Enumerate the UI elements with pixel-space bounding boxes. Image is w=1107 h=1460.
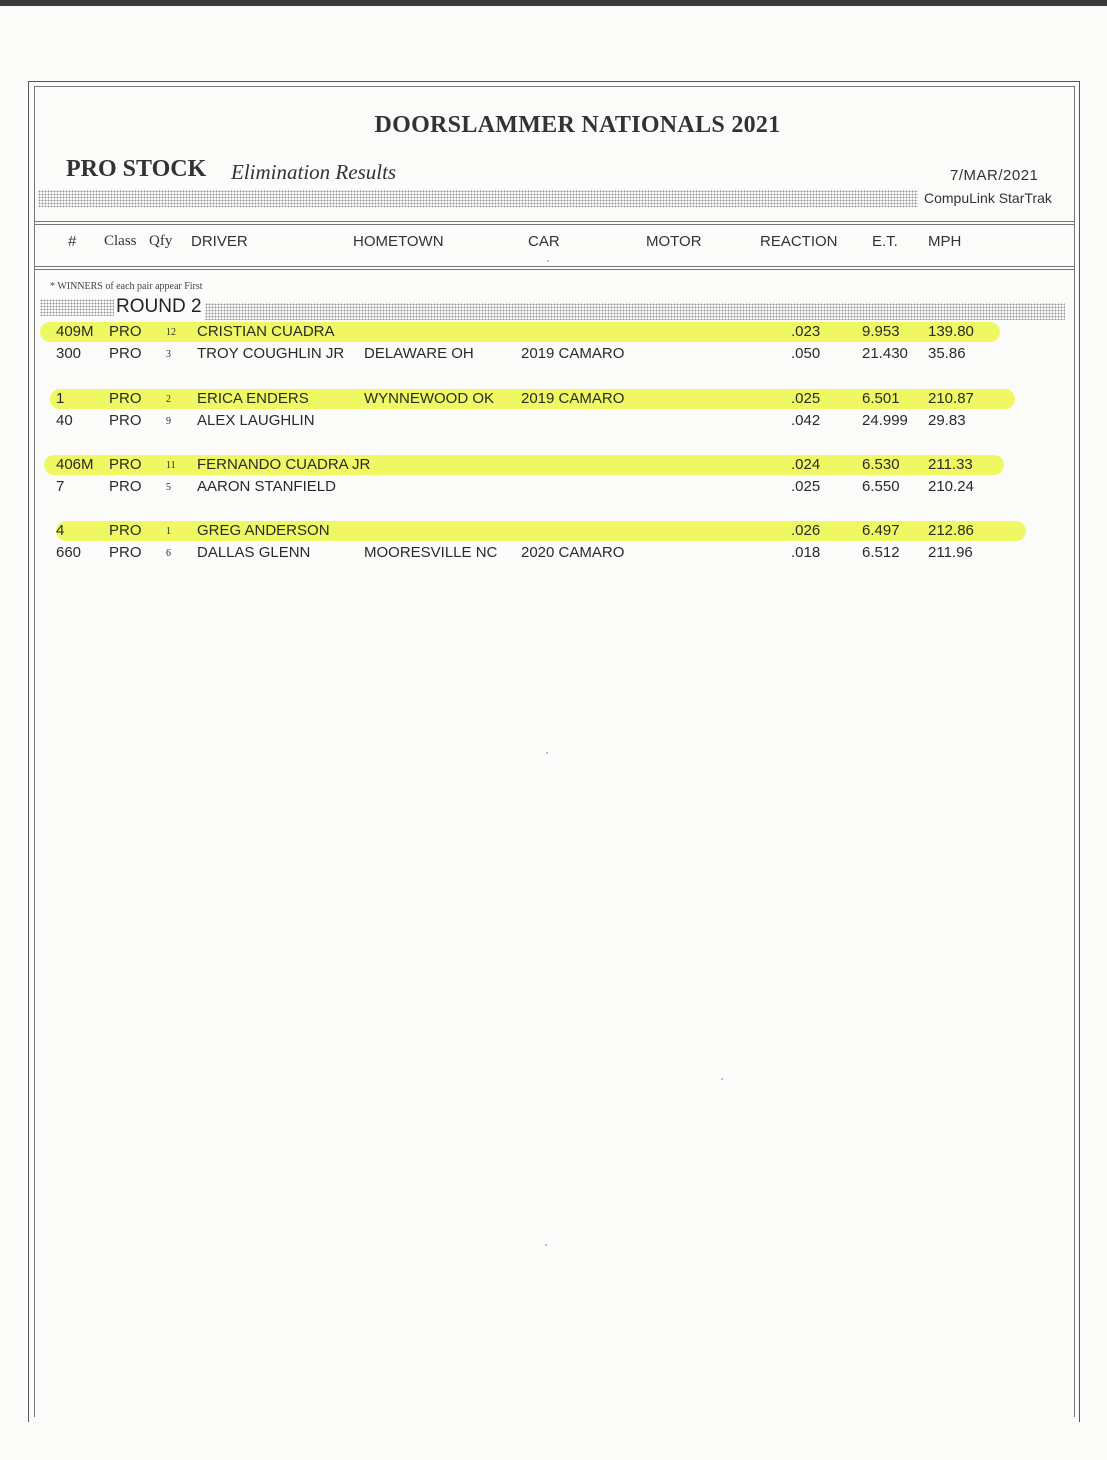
report-subtitle: Elimination Results [231,160,397,184]
row-driver: FERNANDO CUADRA JR [197,456,371,473]
row-reaction: .024 [791,456,821,473]
event-title: DOORSLAMMER NATIONALS 2021 [374,112,781,138]
row-mph: 210.87 [928,390,974,407]
row-car: 2019 CAMARO [521,345,625,362]
row-driver: AARON STANFIELD [197,478,336,495]
header-rule-bottom [34,266,1075,267]
top-edge-bar [0,0,1107,6]
row-hometown: WYNNEWOOD OK [364,390,494,407]
row-class: PRO [109,522,142,539]
paper-speck [547,260,549,262]
row-reaction: .018 [791,544,821,561]
row-qualifying: 1 [166,526,171,537]
row-qualifying: 5 [166,482,171,493]
table-row [0,345,1107,365]
col-header-et: E.T. [872,233,898,250]
row-car: 2019 CAMARO [521,390,625,407]
header-rule-bottom-double [34,269,1075,270]
row-driver: TROY COUGHLIN JR [197,345,345,362]
row-reaction: .042 [791,412,821,429]
row-number: 409M [56,323,94,340]
col-header-class: Class [104,233,137,249]
row-qualifying: 12 [166,327,176,338]
row-et: 6.501 [862,390,900,407]
row-class: PRO [109,390,142,407]
row-driver: DALLAS GLENN [197,544,311,561]
row-et: 6.530 [862,456,900,473]
report-date: 7/MAR/2021 [950,167,1039,184]
row-number: 40 [56,412,73,429]
col-header-driver: DRIVER [191,233,248,250]
dotted-band [38,190,918,207]
table-row [0,544,1107,564]
row-class: PRO [109,412,142,429]
col-header-num: # [68,233,77,250]
table-row [0,390,1107,410]
row-number: 300 [56,345,82,362]
row-number: 660 [56,544,82,561]
col-header-hometown: HOMETOWN [353,233,444,250]
row-driver: CRISTIAN CUADRA [197,323,335,340]
row-reaction: .026 [791,522,821,539]
row-mph: 211.33 [928,456,973,473]
row-qualifying: 9 [166,416,171,427]
header-rule-top-double [34,224,1075,225]
row-et: 6.512 [862,544,900,561]
table-row [0,522,1107,542]
row-mph: 29.83 [928,412,966,429]
class-name: PRO STOCK [66,156,207,182]
row-mph: 212.86 [928,522,974,539]
row-number: 1 [56,390,65,407]
row-qualifying: 11 [166,460,176,471]
row-car: 2020 CAMARO [521,544,625,561]
row-driver: GREG ANDERSON [197,522,330,539]
row-class: PRO [109,456,142,473]
table-row [0,478,1107,498]
winners-note: * WINNERS of each pair appear First [50,281,203,292]
row-reaction: .050 [791,345,821,362]
row-et: 6.550 [862,478,900,495]
row-mph: 211.96 [928,544,973,561]
paper-speck [546,752,548,754]
row-mph: 139.80 [928,323,974,340]
row-reaction: .025 [791,478,821,495]
row-qualifying: 2 [166,394,171,405]
row-mph: 35.86 [928,345,966,362]
row-class: PRO [109,478,142,495]
header-rule-top [34,221,1075,222]
row-reaction: .023 [791,323,821,340]
row-class: PRO [109,544,142,561]
row-number: 7 [56,478,65,495]
row-et: 6.497 [862,522,900,539]
row-number: 406M [56,456,94,473]
round-dots-left [40,299,114,316]
table-row [0,456,1107,476]
table-row [0,412,1107,432]
row-qualifying: 3 [166,349,171,360]
row-class: PRO [109,323,142,340]
row-class: PRO [109,345,142,362]
row-hometown: DELAWARE OH [364,345,474,362]
row-number: 4 [56,522,65,539]
col-header-motor: MOTOR [646,233,702,250]
col-header-qfy: Qfy [149,233,173,249]
row-hometown: MOORESVILLE NC [364,544,498,561]
round-dots-right [205,303,1065,320]
row-et: 24.999 [862,412,908,429]
col-header-reaction: REACTION [760,233,838,250]
table-row [0,323,1107,343]
paper-speck [721,1078,723,1080]
col-header-mph: MPH [928,233,962,250]
row-qualifying: 6 [166,548,171,559]
row-et: 21.430 [862,345,908,362]
row-driver: ALEX LAUGHLIN [197,412,315,429]
round-label: ROUND 2 [116,296,202,317]
row-et: 9.953 [862,323,900,340]
brand-label: CompuLink StarTrak [924,190,1052,206]
paper-speck [545,1244,547,1246]
row-driver: ERICA ENDERS [197,390,309,407]
col-header-car: CAR [528,233,560,250]
row-reaction: .025 [791,390,821,407]
row-mph: 210.24 [928,478,974,495]
